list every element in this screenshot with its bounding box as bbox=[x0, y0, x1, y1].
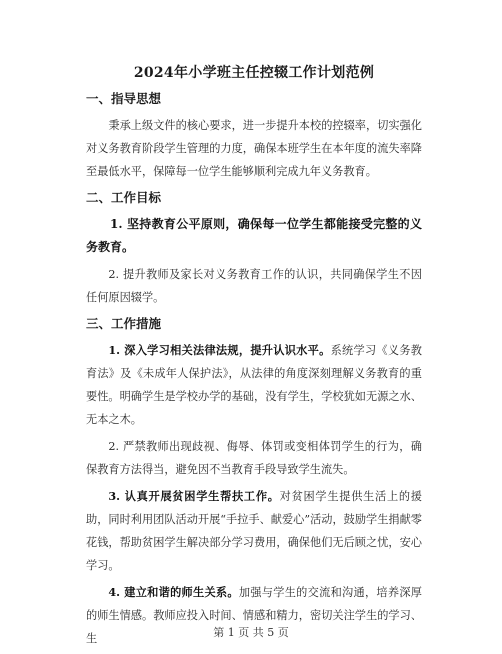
paragraph-measure-3 bbox=[86, 485, 422, 577]
document-title: 2024年小学班主任控辍工作计划范例 bbox=[133, 65, 375, 81]
paragraph-measure-1 bbox=[86, 339, 422, 431]
document-content bbox=[86, 62, 422, 654]
section-heading-work-measures: 三、工作措施 bbox=[86, 316, 162, 331]
measure-3-text: 对贫困学生提供生活上的援助，同时利用团队活动开展“手拉手、献爱心”活动，鼓励学生捐献零花钱，帮助贫困学生解决部分学习费用，确保他们无后顾之忧，安心学习。 bbox=[86, 490, 422, 572]
section-heading-work-goals: 二、工作目标 bbox=[86, 190, 162, 205]
paragraph-goal-2: 2. 提升教师及家长对义务教育工作的认识，共同确保学生不因任何原因辍学。 bbox=[86, 268, 422, 304]
paragraph-measure-2: 2. 严禁教师出现歧视、侮辱、体罚或变相体罚学生的行为，确保教育方法得当，避免因不当教育手段导致学生流失。 bbox=[86, 440, 422, 476]
measure-3-lead: 3. 认真开展贫困学生帮扶工作。 bbox=[108, 489, 280, 503]
measure-1-text: 系统学习《义务教育法》及《未成年人保护法》，从法律的角度深刻理解义务教育的重要性。明确学生是学校办学的基础，没有学生，学校犹如无源之水、无本之木。 bbox=[86, 344, 422, 426]
page-number-footer: 第 1 页 共 5 页 bbox=[213, 626, 289, 639]
measure-4-text: 加强与学生的交流和沟通，培养深厚的师生情感。教师应投入时间、情感和精力，密切关注学生的学习、生 bbox=[86, 586, 422, 645]
measure-4-lead: 4. 建立和谐的师生关系。 bbox=[108, 585, 239, 599]
paragraph-guiding-ideology: 秉承上级文件的核心要求，进一步提升本校的控辍率，切实强化对义务教育阶段学生管理的力度，确保本班学生在本年度的流失率降至最低水平，保障每一位学生能够顺利完成九年义务教育。 bbox=[86, 119, 422, 178]
section-heading-guiding-ideology: 一、指导思想 bbox=[86, 91, 162, 106]
measure-1-lead: 1. 深入学习相关法律法规，提升认识水平。 bbox=[108, 343, 331, 357]
paragraph-goal-1: 1. 坚持教育公平原则，确保每一位学生都能接受完整的义务教育。 bbox=[86, 217, 422, 254]
